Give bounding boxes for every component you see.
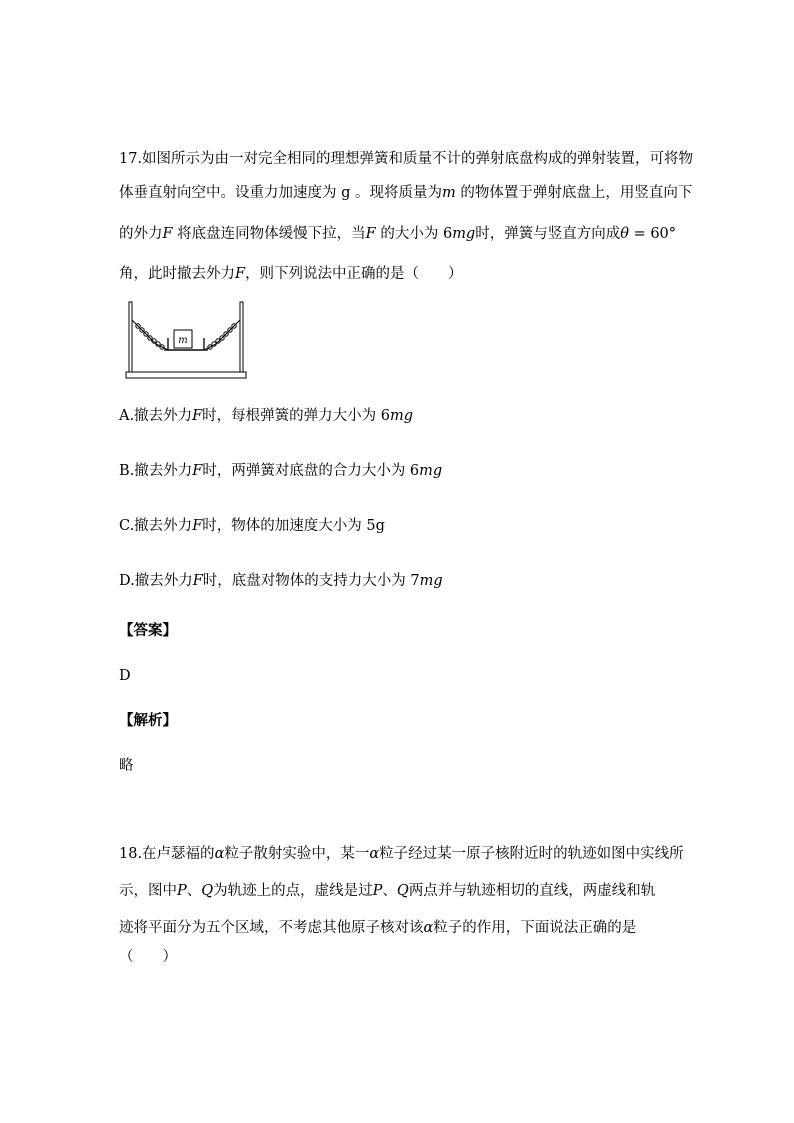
option-c-prefix: C.撤去外力 [119, 518, 193, 534]
q17-text: 的物体置于弹射底盘上，用竖直向下 [455, 185, 693, 201]
mass-label: m [178, 335, 188, 346]
math-var-P: P [177, 883, 187, 899]
option-a-text: 时，每根弹簧的弹力大小为 6 [202, 408, 390, 424]
q18-text: 示，图中 [119, 883, 177, 899]
right-post [240, 302, 243, 372]
q18-text: 为轨迹上的点，虚线是过 [213, 883, 373, 899]
q17-text: ，则下列说法中正确的是（ ） [245, 266, 463, 282]
option-b-prefix: B.撤去外力 [119, 463, 193, 479]
q17-text: 角，此时撤去外力 [119, 266, 235, 282]
math-var-m: m [442, 185, 456, 201]
option-d [119, 571, 443, 591]
option-a [119, 406, 413, 426]
q18-text: 、 [186, 883, 202, 899]
left-spring-coils [136, 324, 164, 349]
math-var-Q: Q [201, 883, 214, 899]
q18-stem-line-1 [119, 844, 684, 864]
q17-text: 的外力 [119, 226, 163, 242]
right-spring [204, 320, 240, 350]
math-var-Q: Q [396, 883, 409, 899]
math-var-mg: mg [390, 408, 414, 424]
q18-text: 粒子经过某一原子核附近时的轨迹如图中实线所 [379, 846, 684, 862]
left-post [129, 302, 132, 372]
q18-stem-line-4: （ ） [119, 949, 177, 965]
q18-text: 两点并与轨迹相切的直线，两虚线和轨 [408, 883, 656, 899]
answer-value: D [119, 668, 131, 684]
option-c [119, 516, 385, 536]
q17-stem-line-3 [119, 224, 676, 244]
math-var-F: F [235, 266, 246, 282]
option-d-text: 时，底盘对物体的支持力大小为 7 [202, 573, 420, 589]
math-var-mg: mg [419, 463, 443, 479]
q17-text: 时，弹簧与竖直方向成 [475, 226, 621, 242]
q18-text: 迹将平面分为五个区域，不考虑其他原子核对该 [119, 920, 424, 936]
math-var-F: F [192, 463, 203, 479]
option-d-prefix: D.撤去外力 [119, 573, 193, 589]
q17-stem-line-2 [119, 183, 692, 203]
q17-text: 的大小为 6 [375, 226, 453, 242]
option-a-prefix: A.撤去外力 [119, 408, 193, 424]
math-var-F: F [162, 226, 173, 242]
answer-heading: 【答案】 [119, 622, 177, 639]
base-plate [126, 372, 246, 378]
q18-text: 、 [382, 883, 397, 899]
math-var-alpha: α [214, 846, 225, 862]
q18-stem-line-2 [119, 881, 655, 901]
option-c-text: 时，物体的加速度大小为 5g [202, 518, 385, 534]
math-var-mg: mg [452, 226, 476, 242]
math-var-mg: mg [419, 573, 443, 589]
math-var-F: F [192, 408, 203, 424]
math-var-F: F [192, 573, 203, 589]
option-b-text: 时，两弹簧对底盘的合力大小为 6 [202, 463, 420, 479]
q17-stem-line-4 [119, 264, 463, 284]
q18-text: 18.在卢瑟福的 [119, 846, 215, 862]
left-spring [132, 320, 168, 350]
analysis-value: 略 [119, 758, 134, 774]
spring-launcher-figure [124, 296, 250, 382]
math-var-F: F [192, 518, 203, 534]
math-var-alpha: α [369, 846, 380, 862]
math-var-theta: θ [620, 226, 629, 242]
q17-text: 将底盘连同物体缓慢下拉，当 [172, 226, 366, 242]
q17-text: 17.如图所示为由一对完全相同的理想弹簧和质量不计的弹射底盘构成的弹射装置，可将物 [119, 151, 694, 167]
math-var-P: P [372, 883, 383, 899]
option-b [119, 461, 442, 481]
q17-text: 体垂直射向空中。设重力加速度为 g 。现将质量为 [119, 185, 442, 201]
math-var-alpha: α [423, 920, 434, 936]
q18-stem-line-3 [119, 918, 636, 938]
math-var-F: F [365, 226, 376, 242]
q18-text: 粒子散射实验中，某一 [224, 846, 370, 862]
q17-text: = 60° [628, 226, 677, 242]
q17-stem-line-1 [119, 149, 693, 169]
q18-text: 粒子的作用，下面说法正确的是 [433, 920, 637, 936]
analysis-heading: 【解析】 [119, 712, 177, 729]
right-spring-coils [208, 324, 236, 349]
